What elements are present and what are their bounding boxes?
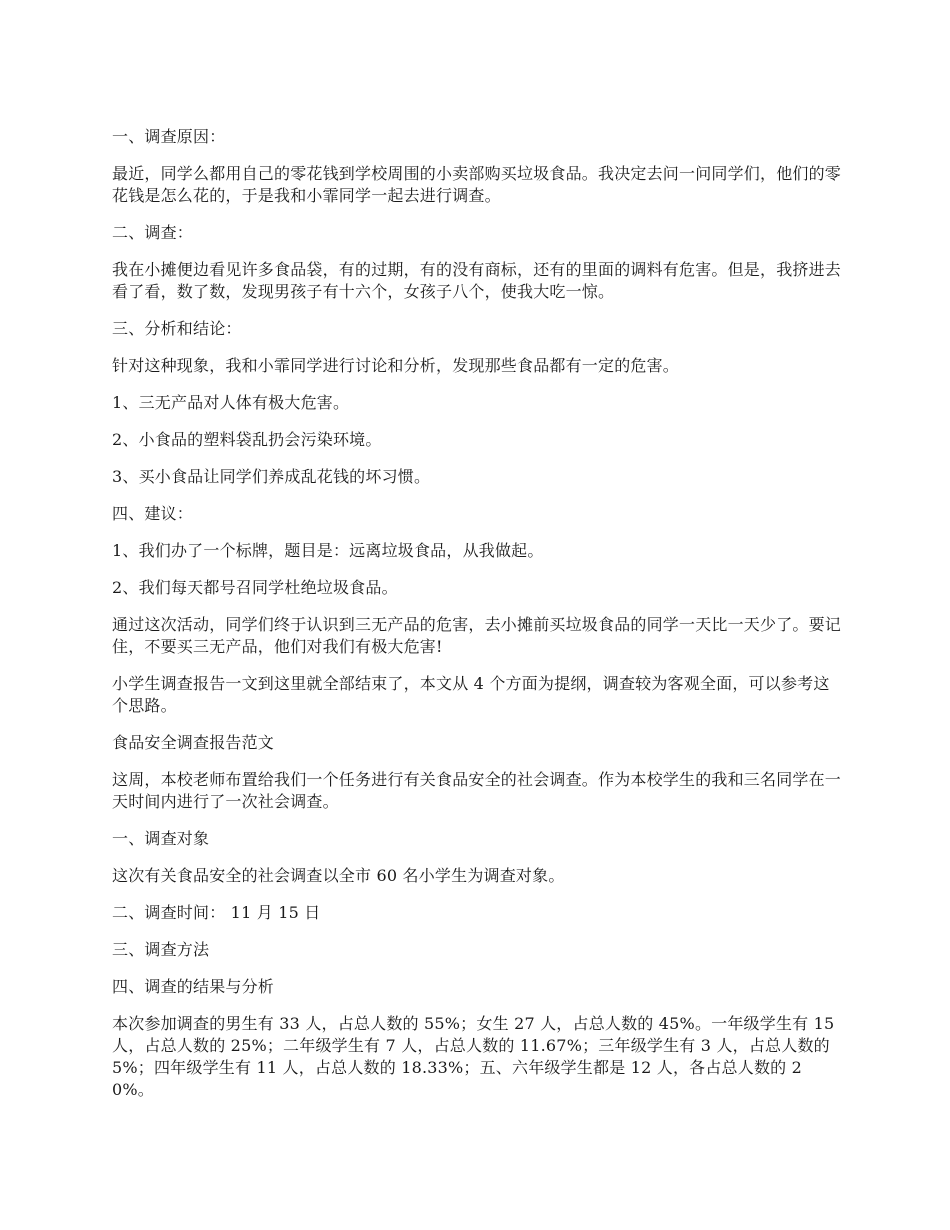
section-heading-time: 二、调查时间： 11 月 15 日 xyxy=(112,903,321,922)
paragraph-subjects-text: 这次有关食品安全的社会调查以全市 60 名小学生为调查对象。 xyxy=(112,866,565,885)
paragraph-results-text: 本次参加调查的男生有 33 人，占总人数的 55%；女生 27 人，占总人数的 45%。一年级学生有 15 人，占总人数的 25%；二年级学生有 7 人，占总人数的 11.67%；三年级学生有 3 人，占总人数的 5%；四年级学生有 11 人，占总人数的 18.33%；五、六年级学生都是 12 人，各占总人数的 20%。 xyxy=(112,1014,835,1099)
section-heading-survey: 二、调查： xyxy=(112,223,194,242)
article-title: 食品安全调查报告范文 xyxy=(112,733,275,752)
list-item-analysis-3: 3、买小食品让同学们养成乱花钱的坏习惯。 xyxy=(112,467,431,486)
section-heading-reason: 一、调查原因： xyxy=(112,127,226,146)
section-heading-suggestions: 四、建议： xyxy=(112,504,194,523)
paragraph-analysis-text: 针对这种现象，我和小霏同学进行讨论和分析，发现那些食品都有一定的危害。 xyxy=(112,356,680,375)
paragraph-intro: 这周，本校老师布置给我们一个任务进行有关食品安全的社会调查。作为本校学生的我和三名同学在一天时间内进行了一次社会调查。 xyxy=(112,770,842,811)
list-item-suggestion-1: 1、我们办了一个标牌，题目是：远离垃圾食品，从我做起。 xyxy=(112,541,544,560)
section-heading-subjects: 一、调查对象 xyxy=(112,829,210,848)
section-heading-method: 三、调查方法 xyxy=(112,940,210,959)
document-body xyxy=(112,126,842,1116)
paragraph-reason-text: 最近，同学么都用自己的零花钱到学校周围的小卖部购买垃圾食品。我决定去问一问同学们，他们的零花钱是怎么花的，于是我和小霏同学一起去进行调查。 xyxy=(112,164,842,205)
list-item-suggestion-2: 2、我们每天都号召同学杜绝垃圾食品。 xyxy=(112,578,398,597)
section-heading-results: 四、调查的结果与分析 xyxy=(112,977,275,996)
paragraph-conclusion: 通过这次活动，同学们终于认识到三无产品的危害，去小摊前买垃圾食品的同学一天比一天少了。要记住，不要买三无产品，他们对我们有极大危害! xyxy=(112,615,842,656)
list-item-analysis-1: 1、三无产品对人体有极大危害。 xyxy=(112,393,350,412)
paragraph-survey-text: 我在小摊便边看见许多食品袋，有的过期，有的没有商标，还有的里面的调料有危害。但是，我挤进去看了看，数了数，发现男孩子有十六个，女孩子八个，使我大吃一惊。 xyxy=(112,260,842,301)
section-heading-analysis: 三、分析和结论： xyxy=(112,319,242,338)
list-item-analysis-2: 2、小食品的塑料袋乱扔会污染环境。 xyxy=(112,430,382,449)
paragraph-summary: 小学生调查报告一文到这里就全部结束了，本文从 4 个方面为提纲，调查较为客观全面，可以参考这个思路。 xyxy=(112,674,830,715)
